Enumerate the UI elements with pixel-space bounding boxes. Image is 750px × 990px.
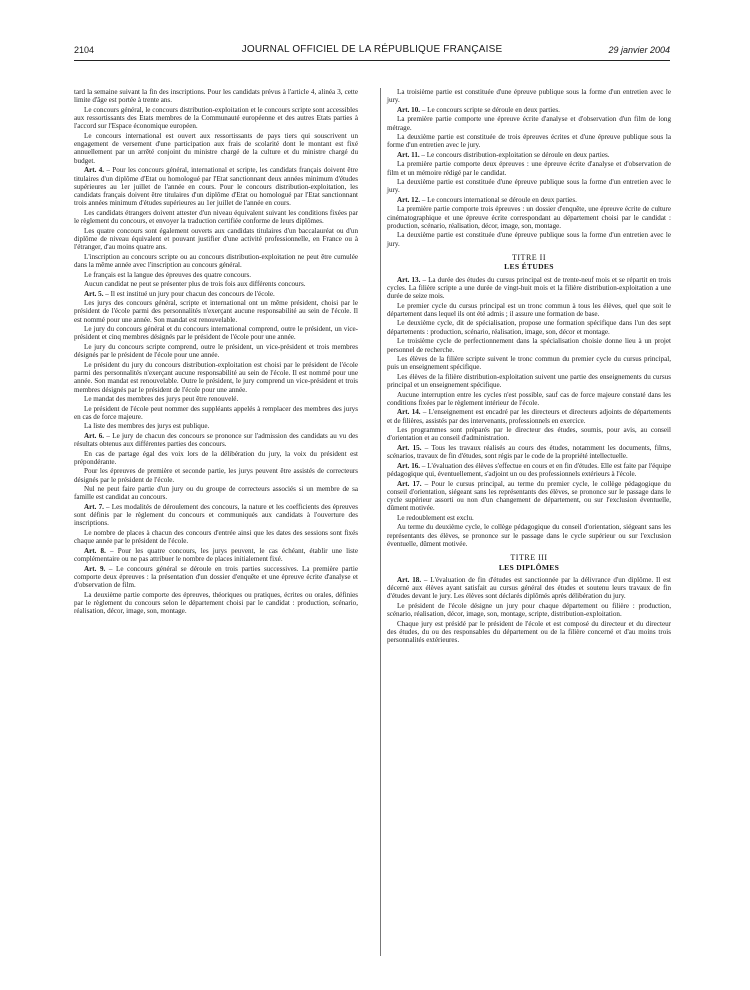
paragraph	[74, 405, 358, 422]
paragraph-text: – Le concours international se déroule en deux parties.	[420, 195, 577, 204]
paragraph	[387, 355, 671, 372]
paragraph	[387, 391, 671, 408]
paragraph-text: L'inscription au concours scripte ou au concours distribution-exploitation ne peut être cumulée dans la même année avec l'inscription au concours général.	[74, 252, 358, 270]
article-number: Art. 17.	[397, 479, 422, 488]
paragraph	[74, 280, 358, 288]
paragraph-text: Les candidats étrangers doivent attester d'un niveau équivalent suivant les conditions fixées par le règlement du concours, et envoyer la traduction certifiée conforme de leurs diplômes.	[74, 208, 358, 226]
paragraph	[387, 514, 671, 522]
paragraph	[387, 133, 671, 150]
paragraph-text: Les élèves de la filière scripte suivent le tronc commun du premier cycle du cursus principal, puis un enseignement spécifique.	[387, 355, 671, 372]
paragraph	[74, 467, 358, 484]
paragraph-text: Pour les épreuves de première et seconde partie, les jurys peuvent être assistés de correcteurs désignés par le président de l'école.	[74, 467, 358, 484]
paragraph-text: En cas de partage égal des voix lors de la délibération du jury, la voix du président est prépondérante.	[74, 449, 358, 466]
paragraph	[74, 132, 358, 165]
publication-date: 29 janvier 2004	[608, 45, 670, 55]
article-number: Art. 16.	[397, 461, 421, 470]
paragraph	[74, 271, 358, 279]
article-number: Art. 6.	[84, 431, 105, 440]
paragraph-text: – Tous les travaux réalisés au cours des études, notamment les documents, films, scénarios, travaux de fin d'études, sont régis par le code de la propriété intellectuelle.	[387, 443, 671, 461]
paragraph	[387, 302, 671, 319]
section-subtitle: LES ÉTUDES	[504, 262, 554, 272]
article-paragraph	[387, 444, 671, 461]
article-paragraph	[387, 462, 671, 479]
article-paragraph	[74, 547, 358, 564]
section-subtitle: LES DIPLÔMES	[498, 562, 560, 572]
paragraph	[74, 395, 358, 403]
paragraph	[387, 337, 671, 354]
paragraph-text: – Il est institué un jury pour chacun des concours de l'école.	[103, 289, 275, 298]
page-header	[74, 43, 670, 59]
paragraph	[74, 591, 358, 616]
paragraph	[74, 299, 358, 324]
article-paragraph	[387, 151, 671, 159]
article-paragraph	[387, 408, 671, 425]
paragraph-text: Les programmes sont préparés par le directeur des études, soumis, pour avis, au conseil d'orientation et au conseil d'administration.	[387, 426, 671, 443]
paragraph-text: Le redoublement est exclu.	[397, 513, 474, 522]
paragraph	[74, 422, 358, 430]
page-number: 2104	[74, 45, 95, 55]
paragraph	[387, 231, 671, 248]
article-number: Art. 12.	[397, 195, 421, 204]
paragraph	[387, 620, 671, 645]
paragraph-text: – Pour les quatre concours, les jurys peuvent, le cas échéant, établir une liste complémentaire ou ne pas attribuer le nombre de places initialement fixé.	[74, 546, 358, 564]
paragraph-text: Le troisième cycle de perfectionnement dans la spécialisation choisie donne lieu à un projet personnel de recherche.	[387, 337, 671, 354]
article-paragraph	[387, 480, 671, 513]
paragraph-text: La première partie comporte une épreuve écrite d'analyse et d'observation d'un film de long métrage.	[387, 115, 671, 132]
paragraph	[74, 361, 358, 394]
right-column	[387, 88, 671, 646]
paragraph	[74, 450, 358, 467]
paragraph	[74, 485, 358, 502]
section-title: TITRE II	[512, 253, 546, 263]
paragraph-text: Chaque jury est présidé par le président de l'école et est composé du directeur et du directeur des études, du ou des responsables du département ou de la filière concerné et d'au moins trois personnalités extérieures.	[387, 619, 671, 645]
paragraph-text: Nul ne peut faire partie d'un jury ou du groupe de correcteurs associés si un membre de sa famille est candidat au concours.	[74, 485, 358, 502]
paragraph-text: Le président de l'école peut nommer des suppléants appelés à remplacer des membres des jurys en cas de force majeure.	[74, 404, 358, 421]
paragraph	[387, 426, 671, 443]
paragraph-text: – L'enseignement est encadré par les directeurs et directeurs adjoints de départements et de filières, assistés par des intervenants, professionnels en exercice.	[387, 408, 671, 425]
paragraph-text: Le deuxième cycle, dit de spécialisation, propose une formation spécifique dans l'un des sept départements : production, scénario, réalisation, image, son, décor et montage.	[387, 319, 671, 336]
paragraph-text: Le jury du concours scripte comprend, outre le président, un vice-président et trois membres désignés par le président de l'école pour une année.	[74, 342, 358, 360]
header-rule	[74, 60, 670, 61]
paragraph	[74, 529, 358, 546]
paragraph-text: – La durée des études du cursus principal est de trente-neuf mois et se répartit en trois cycles. La filière scripte a une durée de vingt-huit mois et la filière distribution-exploitation a une durée de seize mois.	[387, 275, 671, 301]
paragraph	[387, 88, 671, 105]
paragraph-text: Le mandat des membres des jurys peut être renouvelé.	[84, 395, 239, 404]
section-title: TITRE III	[510, 553, 548, 563]
paragraph-text: – Pour les concours général, international et scripte, les candidats français doivent être titulaires d'un diplôme d'Etat ou homologué par l'Etat sanctionnant deux années minimum d'études supérieures au 1er juillet de l'année en cours. Pour le concours distribution-exploitation, les candidats français doivent être titulaires d'un diplôme d'Etat ou homologué par l'Etat sanctionnant trois années minimum d'études supérieures au 1er juillet de l'année en cours.	[74, 166, 358, 208]
article-paragraph	[74, 432, 358, 449]
article-number: Art. 10.	[397, 105, 421, 114]
paragraph-text: La deuxième partie comporte des épreuves, théoriques ou pratiques, écrites ou orales, définies par le règlement du concours selon le département choisi par le candidat : production, scénario, réalisation, décor, image, son, montage.	[74, 590, 358, 616]
article-number: Art. 5.	[84, 289, 104, 298]
paragraph-text: – Les modalités de déroulement des concours, la nature et les coefficients des épreuves sont définis par le règlement du concours et communiqués aux candidats à l'ouverture des inscriptions.	[74, 502, 358, 528]
paragraph	[74, 343, 358, 360]
paragraph	[74, 253, 358, 270]
paragraph	[74, 106, 358, 131]
paragraph-text: Au terme du deuxième cycle, le collège pédagogique du conseil d'orientation, siégeant sans les représentants des élèves, se prononce sur le passage dans le cycle supérieur ou sur l'exclusion éventuelle, dûment motivée.	[387, 523, 671, 548]
paragraph-text: Le président du jury du concours distribution-exploitation est choisi par le président de l'école parmi des personnalités n'exerçant aucune responsabilité au sein de l'école. Il est nommé pour une année. Son mandat est renouvelable. Outre le président, le jury comprend un vice-président et trois membres désignés par le président de l'école pour une année.	[74, 360, 358, 394]
article-number: Art. 7.	[84, 502, 104, 511]
paragraph	[74, 227, 358, 252]
paragraph	[387, 373, 671, 390]
paragraph	[74, 88, 358, 105]
paragraph-text: Le président de l'école désigne un jury pour chaque département ou filière : production, scénario, réalisation, décor, image, son, montage, scripte, distribution-exploitation.	[387, 601, 671, 619]
paragraph-text: La première partie comporte deux épreuves : une épreuve écrite d'analyse et d'observation de film et un mémoire rédigé par le candidat.	[387, 160, 671, 177]
paragraph-text: Les élèves de la filière distribution-exploitation suivent une partie des enseignements du cursus principal et un enseignement spécifique.	[387, 372, 671, 390]
paragraph-text: La deuxième partie est constituée d'une épreuve publique sous la forme d'un entretien avec le jury.	[387, 231, 671, 248]
paragraph-text: Le premier cycle du cursus principal est un tronc commun à tous les élèves, quel que soit le département dans lequel ils ont été admis ; il assure une formation de base.	[387, 301, 671, 318]
paragraph-text: La liste des membres des jurys est publique.	[84, 422, 210, 431]
paragraph-text: Le nombre de places à chacun des concours d'entrée ainsi que les dates des sessions sont fixés chaque année par le président de l'école.	[74, 528, 358, 546]
article-paragraph	[74, 166, 358, 207]
article-number: Art. 13.	[397, 275, 421, 284]
paragraph-text: – L'évaluation de fin d'études est sanctionnée par la délivrance d'un diplôme. Il est décerné aux élèves ayant satisfait au cursus général des études et soutenu leurs travaux de fin d'études devant le jury. Les élèves sont déclarés diplômés après délibération du jury.	[387, 575, 671, 601]
article-number: Art. 14.	[397, 408, 421, 417]
paragraph-text: La première partie comporte trois épreuves : un dossier d'enquête, une épreuve écrite de culture cinématographique et une épreuve écrite correspondant au département choisi par le candidat : production, scénario, réalisation, décor, image, son, montage.	[387, 205, 671, 230]
article-number: Art. 9.	[84, 564, 106, 573]
article-number: Art. 8.	[84, 546, 106, 555]
paragraph-text: Les quatre concours sont également ouverts aux candidats titulaires d'un baccalauréat ou d'un diplôme de niveau équivalent et pouvant justifier d'une activité professionnelle, en France ou à l'étranger, d'au moins quatre ans.	[74, 226, 358, 252]
paragraph	[387, 115, 671, 132]
paragraph	[387, 523, 671, 548]
paragraph-text: Aucune interruption entre les cycles n'est possible, sauf cas de force majeure constaté dans les conditions fixées par le règlement intérieur de l'école.	[387, 390, 671, 407]
paragraph-text: Aucun candidat ne peut se présenter plus de trois fois aux différents concours.	[84, 280, 306, 289]
paragraph-text: – Le jury de chacun des concours se prononce sur l'admission des candidats au vu des résultats obtenus aux différentes parties des concours.	[74, 431, 358, 449]
paragraph-text: Le concours général, le concours distribution-exploitation et le concours scripte sont accessibles aux ressortissants des Etats membres de la Communauté européenne et des autres Etats parties à l'accord sur l'Espace économique européen.	[74, 105, 358, 131]
article-number: Art. 4.	[84, 166, 105, 175]
article-paragraph	[387, 576, 671, 601]
paragraph	[387, 602, 671, 619]
paragraph-text: – Pour le cursus principal, au terme du premier cycle, le collège pédagogique du conseil d'orientation, siégeant sans les représentants des élèves, se prononce sur le passage dans le cycle supérieur assorti ou non d'un changement de département, ou sur l'exclusion éventuelle, dûment motivée.	[387, 479, 671, 513]
article-paragraph	[74, 503, 358, 528]
paragraph	[387, 205, 671, 230]
article-paragraph	[387, 276, 671, 301]
paragraph	[74, 325, 358, 342]
paragraph-text: La deuxième partie est constituée d'une épreuve publique sous la forme d'un entretien avec le jury.	[387, 178, 671, 195]
paragraph-text: La troisième partie est constituée d'une épreuve publique sous la forme d'un entretien avec le jury.	[387, 88, 671, 105]
paragraph-text: Le concours international est ouvert aux ressortissants de pays tiers qui souscrivent un engagement de versement d'une participation aux frais de scolarité dont le montant est fixé annuellement par un arrêté conjoint du ministre chargé de la culture et du ministre chargé du budget.	[74, 131, 358, 165]
paragraph	[387, 319, 671, 336]
paragraph-text: tard la semaine suivant la fin des inscriptions. Pour les candidats prévus à l'article 4, alinéa 3, cette limite d'âge est portée à trente ans.	[74, 88, 358, 105]
paragraph-text: – Le concours distribution-exploitation se déroule en deux parties.	[419, 150, 610, 159]
article-number: Art. 15.	[397, 443, 422, 452]
paragraph-text: – L'évaluation des élèves s'effectue en cours et en fin d'études. Elle est faite par l'équipe pédagogique qui, éventuellement, s'adjoint un ou des professionnels extérieurs à l'école.	[387, 461, 671, 479]
article-paragraph	[74, 290, 358, 298]
paragraph	[74, 209, 358, 226]
article-paragraph	[387, 106, 671, 114]
column-divider	[380, 88, 381, 956]
left-column	[74, 88, 358, 617]
article-paragraph	[387, 196, 671, 204]
article-paragraph	[74, 565, 358, 590]
paragraph-text: Le jury du concours général et du concours international comprend, outre le président, un vice-président et cinq membres désignés par le président de l'école pour une année.	[74, 325, 358, 342]
paragraph-text: Le français est la langue des épreuves des quatre concours.	[84, 270, 252, 279]
paragraph-text: Les jurys des concours général, scripte et international ont un même président, choisi par le président de l'école parmi des personnalités n'exerçant aucune responsabilité au sein de l'école. Il est nommé pour une année. Son mandat est renouvelable.	[74, 299, 358, 324]
article-number: Art. 11.	[397, 150, 420, 159]
paragraph-text: – Le concours général se déroule en trois parties successives. La première partie comporte deux épreuves : la présentation d'un dossier d'enquête et une épreuve écrite d'analyse et d'observation de film.	[74, 564, 358, 590]
paragraph-text: La deuxième partie est constituée de trois épreuves écrites et d'une épreuve publique sous la forme d'un entretien avec le jury.	[387, 133, 671, 150]
paragraph-text: – Le concours scripte se déroule en deux parties.	[420, 105, 560, 114]
paragraph	[387, 178, 671, 195]
article-number: Art. 18.	[397, 575, 422, 584]
paragraph	[387, 160, 671, 177]
journal-title: JOURNAL OFFICIEL DE LA RÉPUBLIQUE FRANÇAISE	[241, 44, 503, 55]
